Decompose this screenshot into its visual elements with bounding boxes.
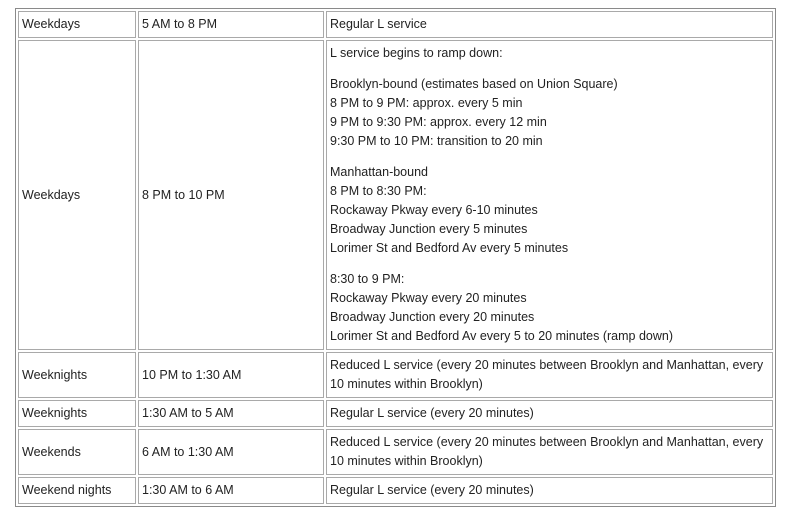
day-cell: Weekdays <box>18 11 136 38</box>
time-cell: 5 AM to 8 PM <box>138 11 324 38</box>
schedule-line: Rockaway Pkway every 20 minutes <box>330 291 527 305</box>
day-cell: Weeknights <box>18 352 136 398</box>
day-cell: Weekends <box>18 429 136 475</box>
service-cell: Regular L service <box>326 11 773 38</box>
period-label: 8:30 to 9 PM: <box>330 272 405 286</box>
day-cell: Weekdays <box>18 40 136 350</box>
time-cell: 1:30 AM to 5 AM <box>138 400 324 427</box>
table-row <box>18 40 773 350</box>
schedule-line: Lorimer St and Bedford Av every 5 to 20 minutes (ramp down) <box>330 329 673 343</box>
table-row <box>18 477 773 504</box>
time-cell: 8 PM to 10 PM <box>138 40 324 350</box>
service-description: Reduced L service (every 20 minutes between Brooklyn and Manhattan, every 10 minutes within Brooklyn) <box>330 435 764 468</box>
schedule-line: 8 PM to 9 PM: approx. every 5 min <box>330 96 523 110</box>
table-row <box>18 429 773 475</box>
table-row <box>18 400 773 427</box>
l-service-schedule-table <box>15 8 776 507</box>
service-cell <box>326 40 773 350</box>
ramp-down-intro <box>330 44 770 63</box>
brooklyn-bound-block <box>330 75 770 151</box>
service-cell: Regular L service (every 20 minutes) <box>326 400 773 427</box>
service-cell <box>326 429 773 475</box>
time-cell: 1:30 AM to 6 AM <box>138 477 324 504</box>
intro-line: L service begins to ramp down: <box>330 46 503 60</box>
table-row <box>18 11 773 38</box>
brooklyn-heading: Brooklyn-bound (estimates based on Union Square) <box>330 77 618 91</box>
schedule-line: Rockaway Pkway every 6-10 minutes <box>330 203 538 217</box>
manhattan-bound-block <box>330 163 770 258</box>
service-description: Reduced L service (every 20 minutes between Brooklyn and Manhattan, every 10 minutes within Brooklyn) <box>330 358 764 391</box>
schedule-line: Lorimer St and Bedford Av every 5 minutes <box>330 241 569 255</box>
time-cell: 10 PM to 1:30 AM <box>138 352 324 398</box>
manhattan-bound-late-block <box>330 270 770 346</box>
schedule-line: Broadway Junction every 5 minutes <box>330 222 528 236</box>
table-row <box>18 352 773 398</box>
manhattan-heading: Manhattan-bound <box>330 165 428 179</box>
period-label: 8 PM to 8:30 PM: <box>330 184 427 198</box>
service-cell <box>326 352 773 398</box>
day-cell: Weekend nights <box>18 477 136 504</box>
schedule-line: 9 PM to 9:30 PM: approx. every 12 min <box>330 115 547 129</box>
schedule-line: 9:30 PM to 10 PM: transition to 20 min <box>330 134 543 148</box>
time-cell: 6 AM to 1:30 AM <box>138 429 324 475</box>
service-cell: Regular L service (every 20 minutes) <box>326 477 773 504</box>
schedule-line: Broadway Junction every 20 minutes <box>330 310 535 324</box>
day-cell: Weeknights <box>18 400 136 427</box>
